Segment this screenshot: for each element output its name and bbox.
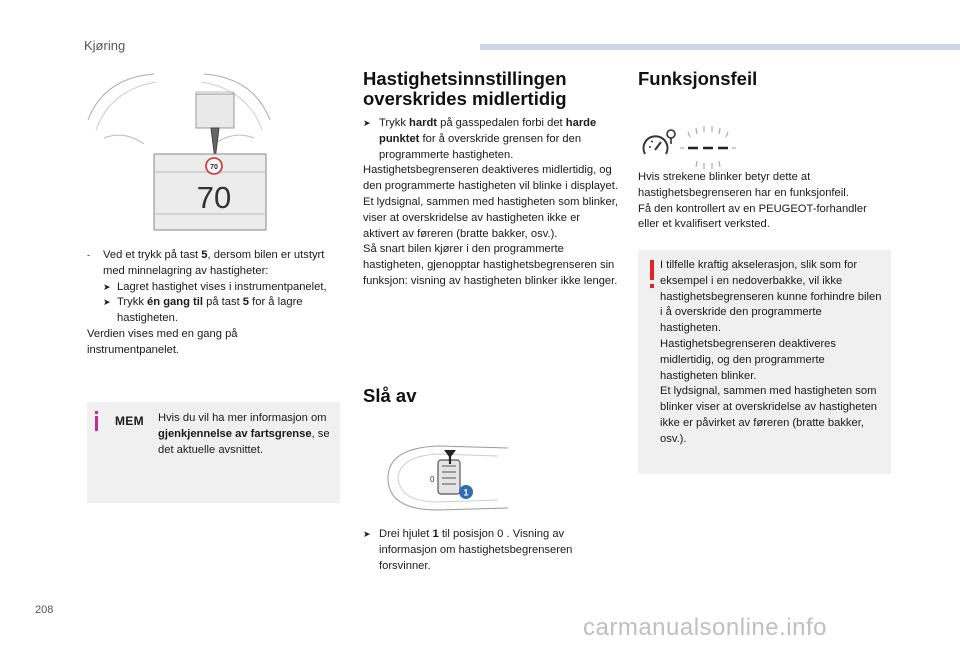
blinking-dashes-icon [680,126,736,169]
speed-badge-text: 70 [210,164,218,171]
warning-note-text: I tilfelle kraftig akselerasjon, slik som for eksempel i en nedoverbakke, vil ikke hastighetsbegrenseren kunne forhindre bilen i å overskride den programmerte hastigheten. Hastighetsbegrenseren deaktiveres midlertidig, og den programmerte hastigheten blinker. Et lydsignal, sammen med hastigheten som blinker viser at overskridelse av hastigheten ikke er påvirket av føreren (bratte bakker, osv.). [660,259,882,445]
speed-display-text: 70 [196,180,232,215]
switch-off-text: ➤ Drei hjulet 1 til posisjon 0 . Visning av informasjon om hastighetsbegrenseren forsvinner. [363,528,573,572]
header-bar [480,44,960,50]
info-note-box [87,402,340,503]
override-text: ➤ Trykk hardt på gasspedalen forbi det harde punktet for å overskride grensen for den programmerte hastigheten. Hastighetsbegrenseren deaktiveres midlertidig, og den programmerte hastigheten vil blinke i displayet. Et lydsignal, sammen med hastigheten som blinker, viser at overskridelse av hastigheten ikke er aktivert av føreren (bratte bakker, osv.). Så snart bilen kjører i den programmerte hastigheten, gjenopptar hastighetsbegrenseren sin funksjon: visning av hastigheten blinker ikke lenger. [363,116,618,290]
malfunction-paragraph: Hvis strekene blinker betyr dette at hastighetsbegrenseren har en funksjonfeil. Få den kontrollert av en PEUGEOT-forhandler eller et kvalifisert verksted. [638,171,867,231]
bullet-arrow-icon: ➤ [103,297,111,308]
bullet-arrow-icon: ➤ [363,118,371,128]
memory-result-text: Verdien vises med en gang på instrumentpanelet. [87,327,238,356]
page-number: 208 [35,604,54,616]
bullet-arrow-icon: ➤ [363,529,371,539]
list-dash: - [87,250,90,260]
warning-exclamation-icon [648,260,656,290]
memory-step-list: - Ved et trykk på tast 5, dersom bilen er utstyrt med minnelagring av hastigheter: ➤ Lagret hastighet vises i instrumentpanelet, ➤ Trykk én gang til på tast 5 for å lagre hastigheten. Verdien vises med en gang på instrumentpanelet. [87,248,332,359]
section-label: Kjøring [84,38,126,53]
heading-switch-off: Slå av [363,385,417,406]
warning-note-box [638,250,891,474]
bullet-arrow-icon: ➤ [103,281,111,292]
info-note-text: Hvis du vil ha mer informasjon om gjenkjennelse av fartsgrense, se det aktuelle avsnittet. [158,412,330,456]
position-zero-label: 0 [430,475,435,484]
watermark: carmanualsonline.info [583,614,827,641]
speedometer-icon [644,130,676,154]
heading-malfunction: Funksjonsfeil [638,68,758,89]
mem-badge: MEM [115,414,144,428]
malfunction-indicator-illustration [640,120,750,170]
stalk-switch-illustration [380,434,514,520]
callout-number: 1 [463,487,469,498]
instrument-panel-illustration [84,68,274,234]
heading-temporary-override: Hastighetsinnstillingen overskrides midlertidig [363,68,567,109]
override-paragraph: Hastighetsbegrenseren deaktiveres midlertidig, og den programmerte hastigheten vil blinke i displayet. Et lydsignal, sammen med hastigheten som blinker, viser at overskridelse av hastigheten ikke er aktivert av føreren (bratte bakker, osv.). Så snart bilen kjører i den programmerte hastigheten, gjenopptar hastighetsbegrenseren sin funksjon: visning av hastigheten blinker ikke lenger. [363,164,618,287]
